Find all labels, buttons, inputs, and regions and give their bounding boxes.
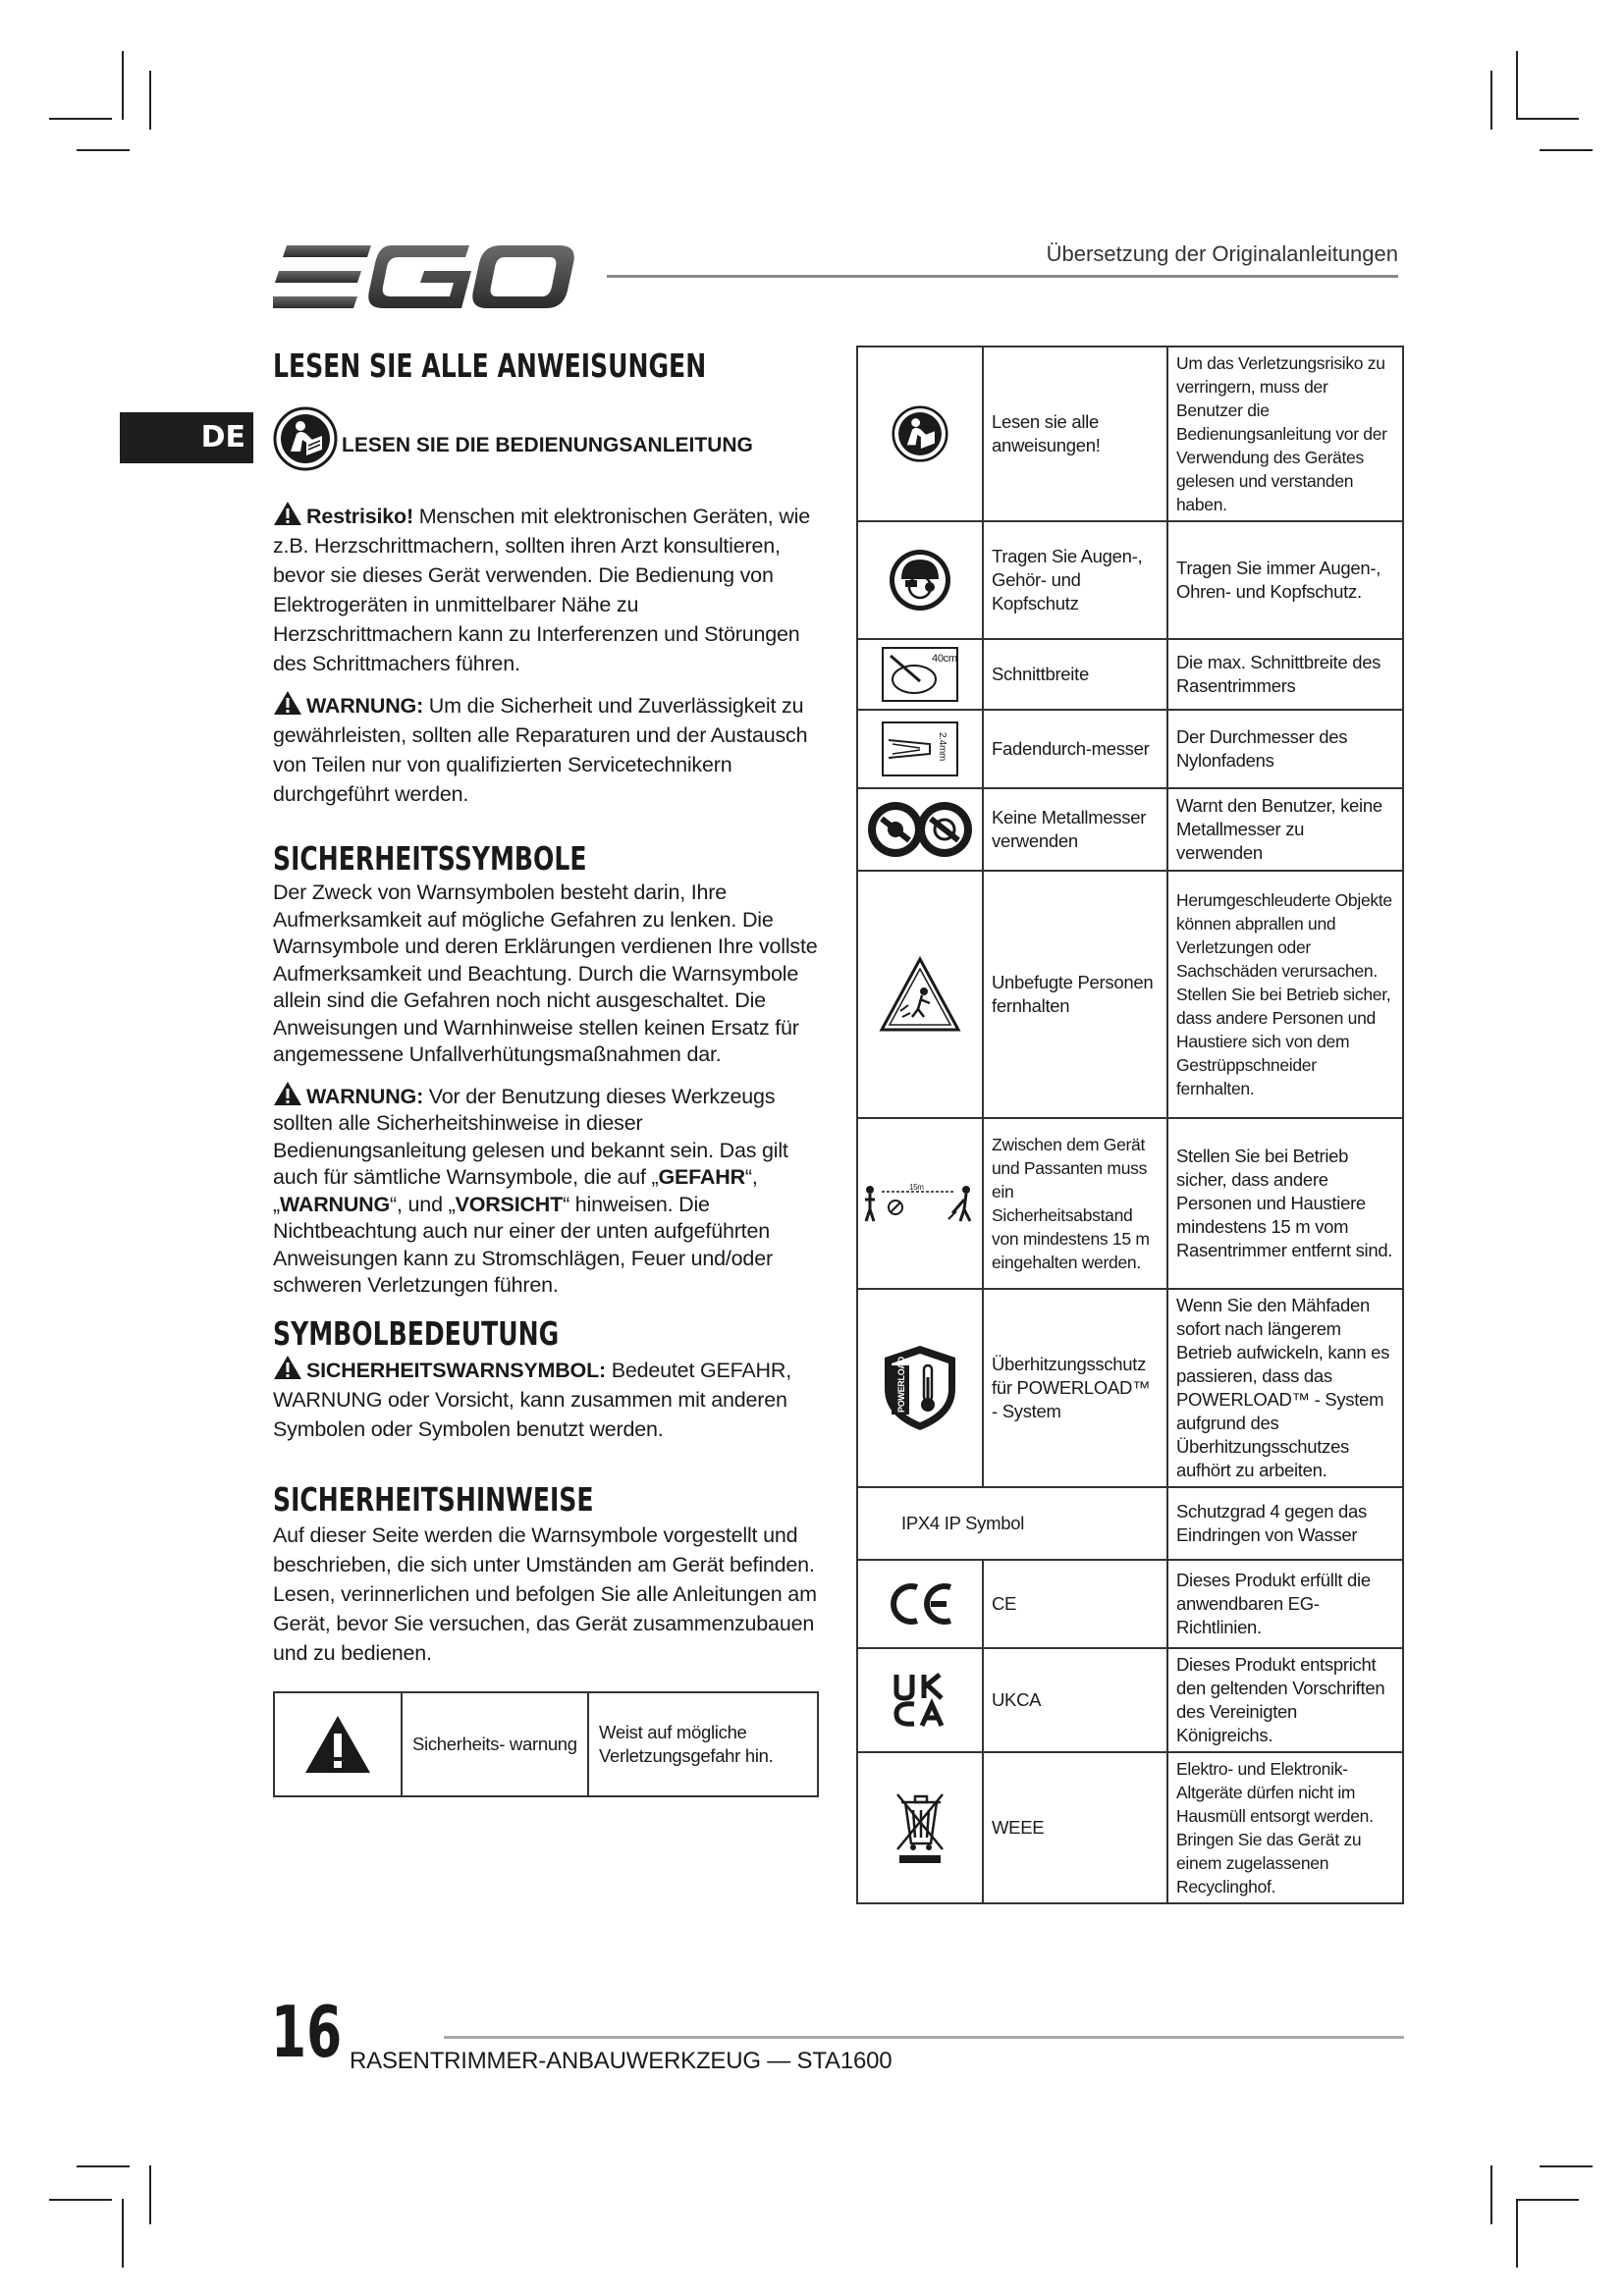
table-row: [857, 1560, 1403, 1648]
page-number: 16: [271, 1991, 343, 2073]
ego-logo: [273, 241, 577, 312]
header-title: Übersetzung der Originalanleitungen: [1046, 241, 1398, 266]
table-desc-cell: Elektro- und Elektronik-Altgeräte dürfen nicht im Hausmüll entsorgt werden. Bringen Sie das Gerät zu einem zugelassenen Recyclinghof.: [1167, 1752, 1403, 1903]
safety-alert-symbol-paragraph: [273, 1355, 823, 1444]
table-icon-cell: [857, 1752, 983, 1903]
residual-risk-paragraph: [273, 501, 823, 678]
table-name-cell: WEEE: [983, 1752, 1167, 1903]
table-name-cell: Überhitzungsschutz für POWERLOAD™ - System: [983, 1289, 1167, 1487]
header-rule: [607, 275, 1398, 278]
safety-alert-symbol-label: SICHERHEITSWARNSYMBOL:: [306, 1358, 606, 1382]
table-icon-cell: [857, 1118, 983, 1289]
residual-risk-label: Restrisiko!: [306, 505, 413, 528]
table-icon-cell: [857, 710, 983, 788]
read-manual-row: [273, 406, 823, 471]
warning-text: Um die Sicherheit und Zuverlässigkeit zu gewährleisten, sollten alle Reparaturen und der Austausch von Teilen nur von qualifizierten Servicetechnikern durchgeführt werden.: [273, 694, 808, 806]
symbols-table: [856, 346, 1404, 1904]
table-icon-cell: [857, 1289, 983, 1487]
safety-warning-icon: [276, 1714, 400, 1775]
heading-safety-symbols: SICHERHEITSSYMBOLE: [273, 839, 587, 878]
svg-text:2.4mm: 2.4mm: [937, 732, 947, 762]
table-name-cell: Keine Metallmesser verwenden: [983, 788, 1167, 871]
table-icon-cell: [857, 1648, 983, 1752]
warning-label: WARNUNG:: [306, 694, 424, 718]
line-diameter-icon: [860, 721, 980, 777]
table-row: [857, 1118, 1403, 1289]
ipx4-symbol-cell: IPX4 IP Symbol: [857, 1487, 1167, 1560]
table-row: [857, 521, 1403, 639]
table-row: [857, 639, 1403, 710]
powerload-text: POWERLOAD: [896, 1357, 906, 1413]
warning-triangle-icon: [273, 1355, 302, 1380]
overheat-protection-icon: [860, 1344, 980, 1432]
read-manual-label: LESEN SIE DIE BEDIENUNGSANLEITUNG: [342, 434, 753, 456]
table-row: [274, 1692, 818, 1796]
warning-label: WARNUNG:: [306, 1084, 424, 1108]
table-desc-cell: Wenn Sie den Mähfaden sofort nach längerem Betrieb aufwickeln, kann es passieren, dass das POWERLOAD™ - System aufgrund des Überhitzungsschutzes aufhört zu arbeiten.: [1167, 1289, 1403, 1487]
head-protection-icon: [860, 548, 980, 613]
table-desc-cell: Der Durchmesser des Nylonfadens: [1167, 710, 1403, 788]
weee-icon: [860, 1789, 980, 1867]
footer-title: RASENTRIMMER-ANBAUWERKZEUG — STA1600: [350, 2048, 893, 2074]
warning-triangle-icon: [273, 501, 302, 526]
warning-triangle-icon: [273, 1081, 302, 1106]
danger-word: GEFAHR: [658, 1165, 745, 1189]
heading-symbol-meaning: SYMBOLBEDEUTUNG: [273, 1313, 560, 1353]
table-name-cell: Lesen sie alle anweisungen!: [983, 347, 1167, 521]
safety-alert-symbol-text: Bedeutet GEFAHR, WARNUNG oder Vorsicht, kann zusammen mit anderen Symbolen oder Symbolen benutzt werden.: [273, 1358, 791, 1441]
table-row: [857, 871, 1403, 1118]
table-row: [857, 788, 1403, 871]
warning-text: Vor der Benutzung dieses Werkzeugs sollten alle Sicherheitshinweise in dieser Bedienungsanleitung gelesen und bekannt sein. Das gilt auch für sämtliche Warnsymbole, die auf „: [273, 1084, 788, 1189]
table-desc-cell: Dieses Produkt entspricht den geltenden Vorschriften des Vereinigten Königreichs.: [1167, 1648, 1403, 1752]
warning-text: “ hinweisen. Die Nichtbeachtung auch nur einer der unten aufgeführten Anweisungen kann zu Stromschlägen, Feuer und/oder schweren Verletzungen führen.: [273, 1192, 773, 1297]
table-desc-cell: Dieses Produkt erfüllt die anwendbaren EG-Richtlinien.: [1167, 1560, 1403, 1648]
heading-safety-notes: SICHERHEITSHINWEISE: [273, 1479, 594, 1519]
table-name-cell: Fadendurch-messer: [983, 710, 1167, 788]
table-icon-cell: [857, 347, 983, 521]
table-name-cell: Unbefugte Personen fernhalten: [983, 871, 1167, 1118]
table-name-cell: Zwischen dem Gerät und Passanten muss ein Sicherheitsabstand von mindestens 15 m eingehalten werden.: [983, 1118, 1167, 1289]
safety-symbols-paragraph: Der Zweck von Warnsymbolen besteht darin, Ihre Aufmerksamkeit auf mögliche Gefahren zu lenken. Die Warnsymbole und deren Erklärungen verdienen Ihre vollste Aufmerksamkeit und Beachtung. Durch die Warnsymbole allein sind die Gefahren noch nicht ausgeschaltet. Die Anweisungen und Warnhinweise stellen keinen Ersatz für angemessene Unfallverhütungsmaßnahmen dar.: [273, 881, 818, 1066]
table-name-cell: Schnittbreite: [983, 639, 1167, 710]
keep-bystanders-away-icon: [860, 956, 980, 1033]
table-name-cell: UKCA: [983, 1648, 1167, 1752]
table-row: [857, 1487, 1403, 1560]
table-row: [857, 347, 1403, 521]
table-name-cell: CE: [983, 1560, 1167, 1648]
table-desc-cell: Stellen Sie bei Betrieb sicher, dass andere Personen und Haustiere mindestens 15 m vom Rasentrimmer entfernt sind.: [1167, 1118, 1403, 1289]
cutting-width-icon: [860, 646, 980, 703]
safety-distance-icon: [860, 1182, 980, 1225]
table-icon-cell: [857, 1560, 983, 1648]
table-row: [857, 1752, 1403, 1903]
warning-paragraph-repairs: [273, 690, 823, 809]
no-metal-blades-icon: [860, 799, 980, 860]
table-icon-cell: [857, 871, 983, 1118]
warning-text: “, und „: [390, 1192, 456, 1216]
read-manual-icon: [860, 405, 980, 462]
table-icon-cell: [857, 521, 983, 639]
ukca-mark-icon: [860, 1671, 980, 1730]
table-icon-cell: [857, 788, 983, 871]
table-icon-cell: [857, 639, 983, 710]
table-desc-cell: Tragen Sie immer Augen-, Ohren- und Kopfschutz.: [1167, 521, 1403, 639]
caution-word: VORSICHT: [455, 1192, 564, 1216]
table-row: [857, 710, 1403, 788]
safety-warning-table: [273, 1691, 819, 1797]
warning-word: WARNUNG: [279, 1192, 391, 1216]
warning-triangle-icon: [273, 690, 302, 716]
warning-text: “, „: [273, 1165, 758, 1216]
table-desc-cell: Die max. Schnittbreite des Rasentrimmers: [1167, 639, 1403, 710]
table-desc-cell: Herumgeschleuderte Objekte können abprallen und Verletzungen oder Sachschäden verursachen. Stellen Sie bei Betrieb sicher, dass andere Personen und Haustiere sich von dem Gestrüppschneider fernhalten.: [1167, 871, 1403, 1118]
residual-risk-text: Menschen mit elektronischen Geräten, wie z.B. Herzschrittmachern, sollten ihren Arzt konsultieren, bevor sie dieses Gerät verwenden. Die Bedienung von Elektrogeräten in unmittelbarer Nähe zu Herzschrittmachern kann zu Interferenzen und Störungen des Schrittmachers führen.: [273, 505, 811, 675]
table-desc-cell: Weist auf mögliche Verletzungsgefahr hin.: [588, 1692, 818, 1796]
safety-notes-paragraph: Auf dieser Seite werden die Warnsymbole vorgestellt und beschrieben, die sich unter Umständen am Gerät befinden. Lesen, verinnerlichen und befolgen Sie alle Anleitungen am Gerät, bevor Sie versuchen, das Gerät zusammenzubauen und zu bedienen.: [273, 1522, 817, 1665]
ce-mark-icon: [860, 1581, 980, 1627]
heading-read-instructions: LESEN SIE ALLE ANWEISUNGEN: [273, 347, 707, 385]
warning-paragraph-read: [273, 1081, 823, 1300]
table-name-cell: Sicherheits- warnung: [402, 1692, 588, 1796]
left-column: [273, 346, 823, 1797]
table-desc-cell: Warnt den Benutzer, keine Metallmesser zu verwenden: [1167, 788, 1403, 871]
table-row: [857, 1289, 1403, 1487]
language-tab: DE: [120, 412, 253, 463]
svg-text:40cm: 40cm: [932, 653, 957, 665]
table-row: [857, 1648, 1403, 1752]
table-icon-cell: [274, 1692, 402, 1796]
table-desc-cell: Schutzgrad 4 gegen das Eindringen von Wasser: [1167, 1487, 1403, 1560]
table-name-cell: Tragen Sie Augen-, Gehör- und Kopfschutz: [983, 521, 1167, 639]
footer-rule: [444, 2036, 1404, 2039]
table-desc-cell: Um das Verletzungsrisiko zu verringern, muss der Benutzer die Bedienungsanleitung vor der Verwendung des Gerätes gelesen und verstanden haben.: [1167, 347, 1403, 521]
read-manual-icon: [273, 406, 338, 471]
distance-text: 15m: [909, 1183, 924, 1192]
